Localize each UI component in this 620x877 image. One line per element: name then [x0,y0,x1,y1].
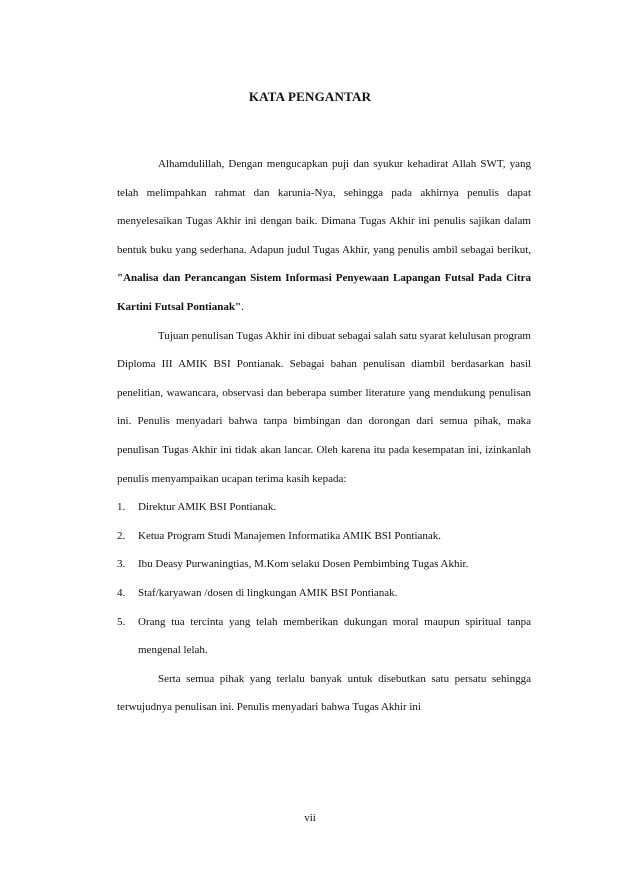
list-item-number: 2. [117,529,126,542]
list-item-number: 4. [117,586,126,599]
list-item-text: Ibu Deasy Purwaningtias, M.Kom selaku Dosen Pembimbing Tugas Akhir. [138,558,469,571]
paragraph-closing: Serta semua pihak yang terlalu banyak untuk disebutkan satu persatu sehingga terwujudnya penulisan ini. Penulis menyadari bahwa Tugas Akhir ini [117,672,531,714]
list-item-text: Staf/karyawan /dosen di lingkungan AMIK BSI Pontianak. [138,586,398,599]
list-item-number: 3. [117,558,126,571]
list-item [117,522,531,551]
list-item [117,493,531,522]
list-item [117,579,531,608]
body-text [117,150,531,722]
thanks-list [117,493,531,665]
list-item-text: Orang tua tercinta yang telah memberikan dukungan moral maupun spiritual tanpa mengenal lelah. [138,615,531,657]
paragraph-intro [117,150,531,322]
thesis-title: "Analisa dan Perancangan Sistem Informasi Penyewaan Lapangan Futsal Pada Citra Kartini Futsal Pontianak" [117,272,531,313]
list-item-text: Ketua Program Studi Manajemen Informatika AMIK BSI Pontianak. [138,529,442,542]
list-item [117,608,531,665]
page-number: vii [304,812,316,824]
list-item-number: 5. [117,615,126,628]
paragraph-intro-end: . [241,300,244,313]
list-item-text: Direktur AMIK BSI Pontianak. [138,501,277,514]
paragraph-intro-text: Alhamdulillah, Dengan mengucapkan puji dan syukur kehadirat Allah SWT, yang telah melimpahkan rahmat dan karunia-Nya, sehingga pada akhirnya penulis dapat menyelesaikan Tugas Akhir ini dengan baik. Dimana Tugas Akhir ini penulis sajikan dalam bentuk buku yang sederhana. Adapun judul Tugas Akhir, yang penulis ambil sebagai berikut, [117,158,531,256]
list-item [117,550,531,579]
page-title: KATA PENGANTAR [248,89,372,104]
paragraph-purpose: Tujuan penulisan Tugas Akhir ini dibuat sebagai salah satu syarat kelulusan program Diploma III AMIK BSI Pontianak. Sebagai bahan penulisan diambil berdasarkan hasil penelitian, wawancara, observasi dan beberapa sumber literature yang mendukung penulisan ini. Penulis menyadari bahwa tanpa bimbingan dan dorongan dari semua pihak, maka penulisan Tugas Akhir ini tidak akan lancar. Oleh karena itu pada kesempatan ini, izinkanlah penulis menyampaikan ucapan terima kasih kepada: [117,329,531,485]
list-item-number: 1. [117,501,126,514]
